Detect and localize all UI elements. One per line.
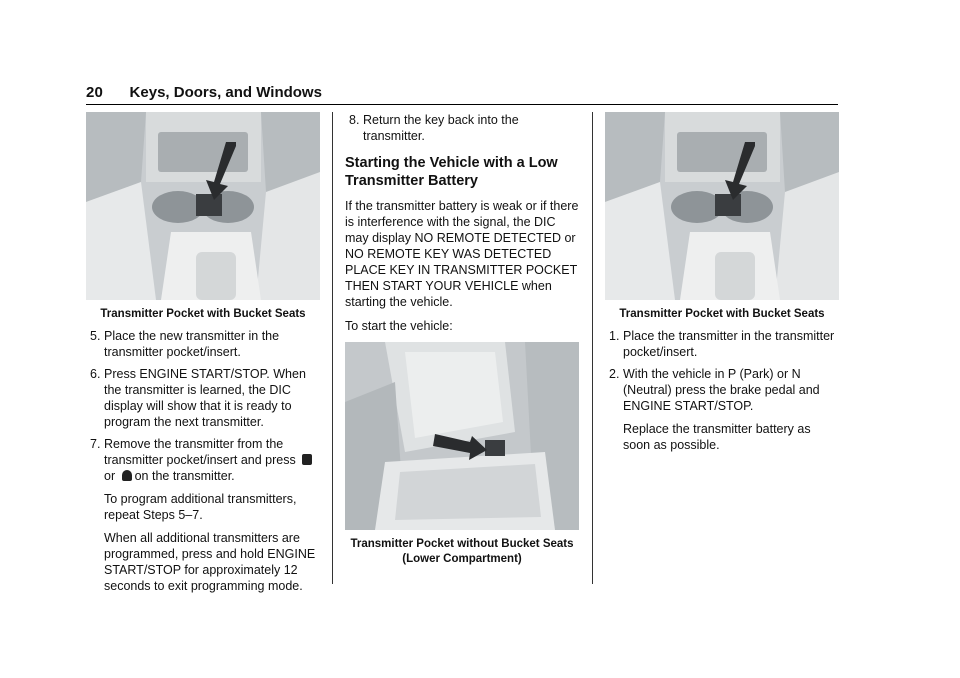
unlock-button-icon	[122, 470, 132, 481]
figure-caption: Transmitter Pocket with Bucket Seats	[619, 308, 825, 320]
column-3	[605, 112, 839, 453]
page-number: 20	[86, 84, 104, 101]
header-rule	[86, 104, 838, 105]
column-1	[86, 112, 320, 594]
paragraph-replace-battery: Replace the transmitter battery as soon as possible.	[623, 422, 811, 452]
step-text: Place the new transmitter in the transmitter pocket/insert.	[104, 329, 280, 359]
column-divider	[592, 112, 593, 584]
step-number: 2.	[609, 367, 620, 381]
step-number: 7.	[90, 437, 101, 451]
figure-caption	[345, 537, 579, 567]
paragraph-exit-programming: When all additional transmitters are programmed, press and hold ENGINE START/STOP for approximately 12 seconds to exit programming mode.	[104, 531, 316, 593]
step-text	[104, 436, 320, 484]
figure-transmitter-pocket-bucket-seats	[86, 112, 320, 300]
figure-caption-line: (Lower Compartment)	[402, 553, 522, 565]
section-title: Keys, Doors, and Windows	[129, 84, 322, 101]
step-text: Return the key back into the transmitter.	[363, 113, 519, 143]
step-text-part: on the transmitter.	[134, 469, 235, 483]
step-text: With the vehicle in P (Park) or N (Neutral) press the brake pedal and ENGINE START/STOP.	[623, 367, 820, 413]
step-7	[86, 436, 320, 484]
step-text: Press ENGINE START/STOP. When the transmitter is learned, the DIC display will show that it is ready to program the next transmitter.	[104, 367, 306, 429]
step-5	[86, 328, 320, 360]
programming-steps	[86, 328, 320, 484]
step-2	[605, 366, 839, 414]
step-6	[86, 366, 320, 430]
step-number: 5.	[90, 329, 101, 343]
section-heading: Starting the Vehicle with a Low Transmitter Battery	[345, 155, 558, 189]
paragraph-repeat-steps: To program additional transmitters, repeat Steps 5–7.	[104, 492, 297, 522]
step-text-part: or	[104, 469, 116, 483]
step-number: 8.	[349, 113, 360, 127]
starting-steps	[605, 328, 839, 414]
column-2	[345, 112, 579, 567]
body-paragraph: If the transmitter battery is weak or if there is interference with the signal, the DIC may display NO REMOTE DETECTED or NO REMOTE KEY WAS DETECTED PLACE KEY IN TRANSMITTER POCKET THEN START YOUR VEHICLE when starting the vehicle.	[345, 199, 579, 309]
figure-caption-line: Transmitter Pocket without Bucket Seats	[350, 538, 574, 550]
step-text-part: Remove the transmitter from the transmitter pocket/insert and press	[104, 437, 296, 467]
step-number: 1.	[609, 329, 620, 343]
step-8	[345, 112, 579, 144]
intro-paragraph: To start the vehicle:	[345, 319, 453, 333]
step-number: 6.	[90, 367, 101, 381]
step-1	[605, 328, 839, 360]
figure-caption: Transmitter Pocket with Bucket Seats	[100, 308, 306, 320]
figure-transmitter-pocket-lower-compartment	[345, 342, 579, 530]
lock-button-icon	[302, 454, 312, 465]
column-divider	[332, 112, 333, 584]
page-header	[86, 84, 838, 102]
figure-transmitter-pocket-bucket-seats-2	[605, 112, 839, 300]
step-text: Place the transmitter in the transmitter pocket/insert.	[623, 329, 835, 359]
